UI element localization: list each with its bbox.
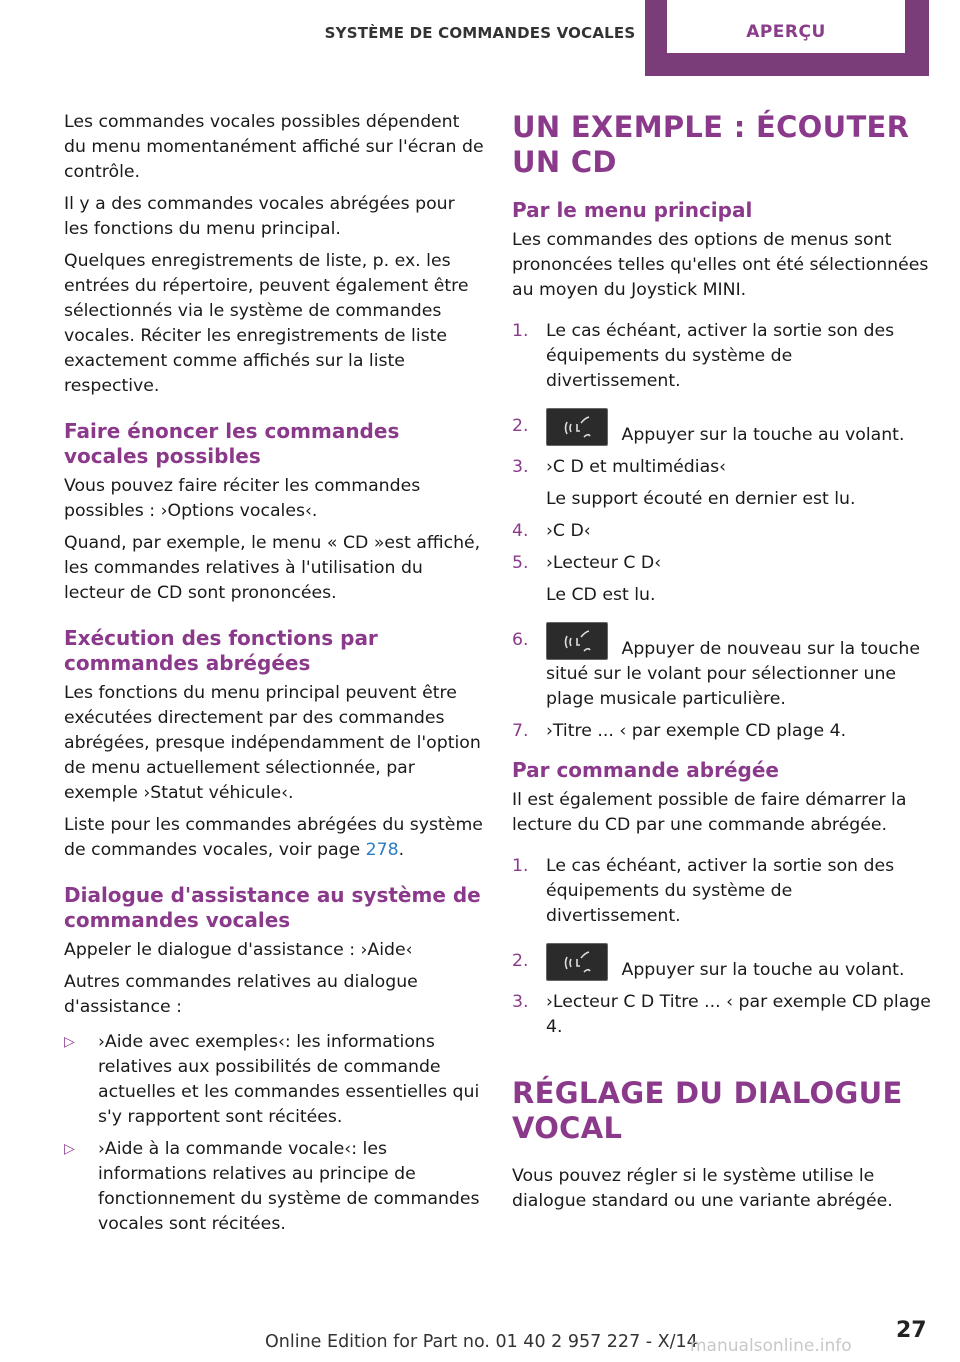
- left-column: [64, 110, 484, 1244]
- step-item: [512, 408, 932, 448]
- step-item: [512, 622, 932, 712]
- header-tab: [645, 0, 929, 76]
- triangle-bullet-icon: ▷: [64, 1141, 75, 1157]
- paragraph: Les fonctions du menu principal peuvent être exécutées directement par des commandes abrégées, presque indépendamment de l'option de menu actuellement sélectionnée, par exemple ›Statut véhicule‹.: [64, 683, 481, 803]
- paragraph: Appeler le dialogue d'assistance : ›Aide‹: [64, 940, 413, 960]
- paragraph: Il est également possible de faire démarrer la lecture du CD par une commande abrégée.: [512, 790, 907, 835]
- triangle-bullet-icon: ▷: [64, 1034, 75, 1050]
- right-column: [512, 110, 932, 1221]
- step-item: [512, 719, 932, 744]
- subheading: Faire énoncer les commandes vocales possibles: [64, 419, 400, 468]
- step-text: Le cas échéant, activer la sortie son des équipements du système de divertissement.: [546, 856, 895, 926]
- steps-list: [512, 319, 932, 744]
- step-item: [512, 854, 932, 929]
- step-item: [512, 943, 932, 983]
- watermark: manualsonline.info: [690, 1336, 852, 1356]
- step-number: 7.: [512, 721, 529, 741]
- step-text: Le cas échéant, activer la sortie son des équipements du système de divertissement.: [546, 321, 895, 391]
- list-item: [64, 1137, 484, 1237]
- step-item: [512, 519, 932, 544]
- section-heading: UN EXEMPLE : ÉCOUTER UN CD: [512, 110, 910, 179]
- paragraph: Vous pouvez régler si le système utilise le dialogue standard ou une variante abrégée.: [512, 1166, 893, 1211]
- step-text: ›C D et multimédias‹: [546, 457, 727, 477]
- step-number: 6.: [512, 630, 529, 650]
- paragraph: Il y a des commandes vocales abrégées pour les fonctions du menu principal.: [64, 194, 455, 239]
- step-text: ›Titre ... ‹ par exemple CD plage 4.: [546, 721, 847, 741]
- paragraph: Autres commandes relatives au dialogue d'assistance :: [64, 972, 418, 1017]
- voice-command-button-icon: [546, 622, 608, 660]
- step-text: Appuyer sur la touche au volant.: [621, 960, 905, 980]
- list-item: [64, 1030, 484, 1130]
- paragraph-text: .: [398, 840, 405, 860]
- paragraph: Vous pouvez faire réciter les commandes possibles : ›Options vocales‹.: [64, 476, 421, 521]
- step-text: Appuyer sur la touche au volant.: [621, 425, 905, 445]
- step-number: 4.: [512, 521, 529, 541]
- page-number: 27: [896, 1318, 927, 1343]
- paragraph: Quand, par exemple, le menu « CD »est affiché, les commandes relatives à l'utilisation du lecteur de CD sont prononcées.: [64, 533, 481, 603]
- voice-command-button-icon: [546, 943, 608, 981]
- paragraph: Les commandes des options de menus sont prononcées telles qu'elles ont été sélectionnées au moyen du Joystick MINI.: [512, 230, 929, 300]
- step-text: Appuyer de nouveau sur la touche situé sur le volant pour sélectionner une plage musicale particulière.: [546, 639, 920, 709]
- step-number: 1.: [512, 321, 529, 341]
- step-item: [512, 990, 932, 1040]
- step-text: ›C D‹: [546, 521, 591, 541]
- subheading: Dialogue d'assistance au système de commandes vocales: [64, 883, 481, 932]
- paragraph: Les commandes vocales possibles dépendent du menu momentanément affiché sur l'écran de contrôle.: [64, 112, 484, 182]
- paragraph-text: Liste pour les commandes abrégées du système de commandes vocales, voir page: [64, 815, 483, 860]
- step-number: 2.: [512, 951, 529, 971]
- step-number: 3.: [512, 992, 529, 1012]
- list-item-text: ›Aide à la commande vocale‹: les informations relatives au principe de fonctionnement du système de commandes vocales sont récitées.: [98, 1139, 480, 1234]
- section-heading: RÉGLAGE DU DIALOGUE VOCAL: [512, 1076, 903, 1145]
- header-tab-label: APERÇU: [667, 0, 905, 53]
- step-item: [512, 319, 932, 394]
- step-text: ›Lecteur C D‹: [546, 553, 662, 573]
- list-item-text: ›Aide avec exemples‹: les informations relatives aux possibilités de commande actuelles et les commandes essentielles qui s'y rapportent sont récitées.: [98, 1032, 480, 1127]
- paragraph: [64, 813, 484, 863]
- voice-command-button-icon: [546, 408, 608, 446]
- subheading: Exécution des fonctions par commandes abrégées: [64, 626, 378, 675]
- step-result-text: Le CD est lu.: [546, 585, 656, 605]
- subheading: Par le menu principal: [512, 198, 753, 222]
- step-number: 1.: [512, 856, 529, 876]
- step-item: [512, 551, 932, 608]
- step-number: 5.: [512, 553, 529, 573]
- page-reference-link[interactable]: 278: [365, 840, 399, 860]
- running-header-section: SYSTÈME DE COMMANDES VOCALES: [324, 24, 636, 42]
- step-number: 3.: [512, 457, 529, 477]
- step-text: ›Lecteur C D Titre ... ‹ par exemple CD plage 4.: [546, 992, 931, 1037]
- step-number: 2.: [512, 416, 529, 436]
- step-item: [512, 455, 932, 512]
- bullet-list: [64, 1030, 484, 1237]
- steps-list: [512, 854, 932, 1040]
- paragraph: Quelques enregistrements de liste, p. ex. les entrées du répertoire, peuvent également être sélectionnés via le système de commandes vocales. Réciter les enregistrements de liste exactement comme affichés sur la liste respective.: [64, 251, 469, 396]
- subheading: Par commande abrégée: [512, 758, 779, 782]
- edition-footer: Online Edition for Part no. 01 40 2 957 227 - X/14: [265, 1332, 698, 1352]
- step-result-text: Le support écouté en dernier est lu.: [546, 489, 856, 509]
